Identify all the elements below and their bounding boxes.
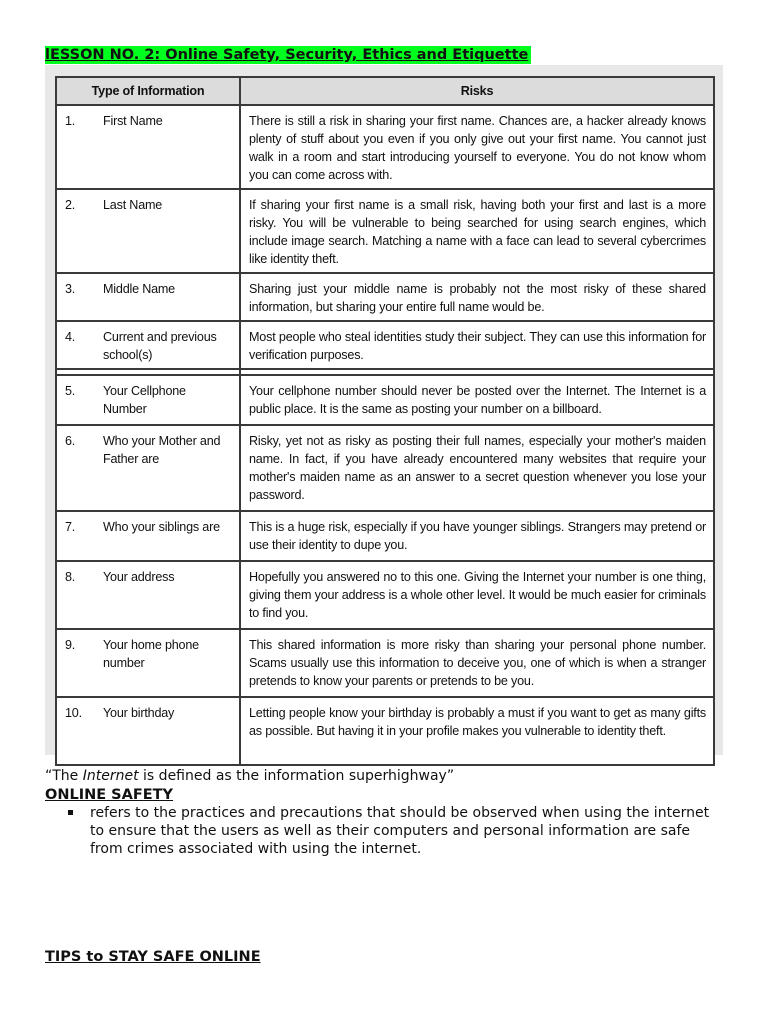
row-risk: Your cellphone number should never be posted over the Internet. The Internet is a public place. It is the same as posting your number on a billboard.	[240, 375, 714, 425]
row-number: 3.	[65, 282, 76, 296]
internet-quote	[45, 768, 454, 784]
table-row	[56, 105, 714, 189]
online-safety-bullet	[68, 804, 718, 858]
row-number: 6.	[65, 434, 76, 448]
row-number: 7.	[65, 520, 76, 534]
row-type: Your home phone number	[103, 638, 199, 670]
tips-heading: TIPS to STAY SAFE ONLINE	[45, 949, 261, 965]
header-type-of-information: Type of Information	[56, 77, 240, 105]
row-type: Your address	[103, 570, 175, 584]
row-type: Your birthday	[103, 706, 175, 720]
table-row	[56, 511, 714, 561]
table-header-row	[56, 77, 714, 105]
row-risk: Risky, yet not as risky as posting their full names, especially your mother's maiden name. In fact, if you have already encountered many websites that require your mother's maiden name as an answer to a secret question whenever you lose your password.	[240, 425, 714, 511]
row-type: Who your Mother and Father are	[103, 434, 221, 466]
row-number: 9.	[65, 638, 76, 652]
table-row	[56, 629, 714, 697]
row-type: First Name	[103, 114, 163, 128]
row-type: Who your siblings are	[103, 520, 220, 534]
quote-open: “The	[45, 768, 83, 784]
row-risk: Hopefully you answered no to this one. Giving the Internet your number is one thing, giving them your address is a whole other level. It would be much easier for criminals to find you.	[240, 561, 714, 629]
row-type: Current and previous school(s)	[103, 330, 217, 362]
row-risk: If sharing your first name is a small risk, having both your first and last is a more risky. You will be vulnerable to being searched for using search engines, which include image search. Matching a name with a face can lead to several cybercrimes like identity theft.	[240, 189, 714, 273]
header-risks: Risks	[240, 77, 714, 105]
row-risk: This is a huge risk, especially if you have younger siblings. Strangers may pretend or use their identity to dupe you.	[240, 511, 714, 561]
quote-emphasis: Internet	[82, 768, 139, 784]
row-type: Your Cellphone Number	[103, 384, 186, 416]
lesson-title: lESSON NO. 2: Online Safety, Security, Ethics and Etiquette	[45, 46, 531, 64]
row-number: 2.	[65, 198, 76, 212]
info-table-image	[45, 65, 723, 755]
row-number: 4.	[65, 330, 76, 344]
table-row	[56, 697, 714, 765]
table-row	[56, 561, 714, 629]
table-row	[56, 425, 714, 511]
row-risk: Letting people know your birthday is probably a must if you want to get as many gifts as possible. But having it in your profile makes you vulnerable to identity theft.	[240, 697, 714, 765]
table-row	[56, 375, 714, 425]
row-number: 8.	[65, 570, 76, 584]
table-row	[56, 321, 714, 369]
table-row	[56, 273, 714, 321]
row-number: 10.	[65, 706, 82, 720]
table-row	[56, 189, 714, 273]
row-type: Middle Name	[103, 282, 175, 296]
row-risk: This shared information is more risky than sharing your personal phone number. Scams usually use this information to deceive you, one of which is when a stranger pretends to know your parents or pretends to be you.	[240, 629, 714, 697]
quote-close: is defined as the information superhighway”	[138, 768, 455, 784]
online-safety-definition: refers to the practices and precautions that should be observed when using the internet to ensure that the users as well as their computers and personal information are safe from crimes associated with using the internet.	[90, 805, 710, 857]
online-safety-heading: ONLINE SAFETY	[45, 787, 174, 803]
row-risk: Most people who steal identities study their subject. They can use this information for verification purposes.	[240, 321, 714, 369]
row-number: 5.	[65, 384, 76, 398]
row-risk: Sharing just your middle name is probably not the most risky of these shared information, but sharing your entire full name would be.	[240, 273, 714, 321]
row-risk: There is still a risk in sharing your first name. Chances are, a hacker already knows plenty of stuff about you even if you only give out your first name. You cannot just walk in a room and start introducing yourself to everyone. You do not know whom you can come across with.	[240, 105, 714, 189]
square-bullet-icon	[68, 810, 73, 815]
row-type: Last Name	[103, 198, 163, 212]
info-risk-table	[55, 76, 715, 766]
row-number: 1.	[65, 114, 76, 128]
